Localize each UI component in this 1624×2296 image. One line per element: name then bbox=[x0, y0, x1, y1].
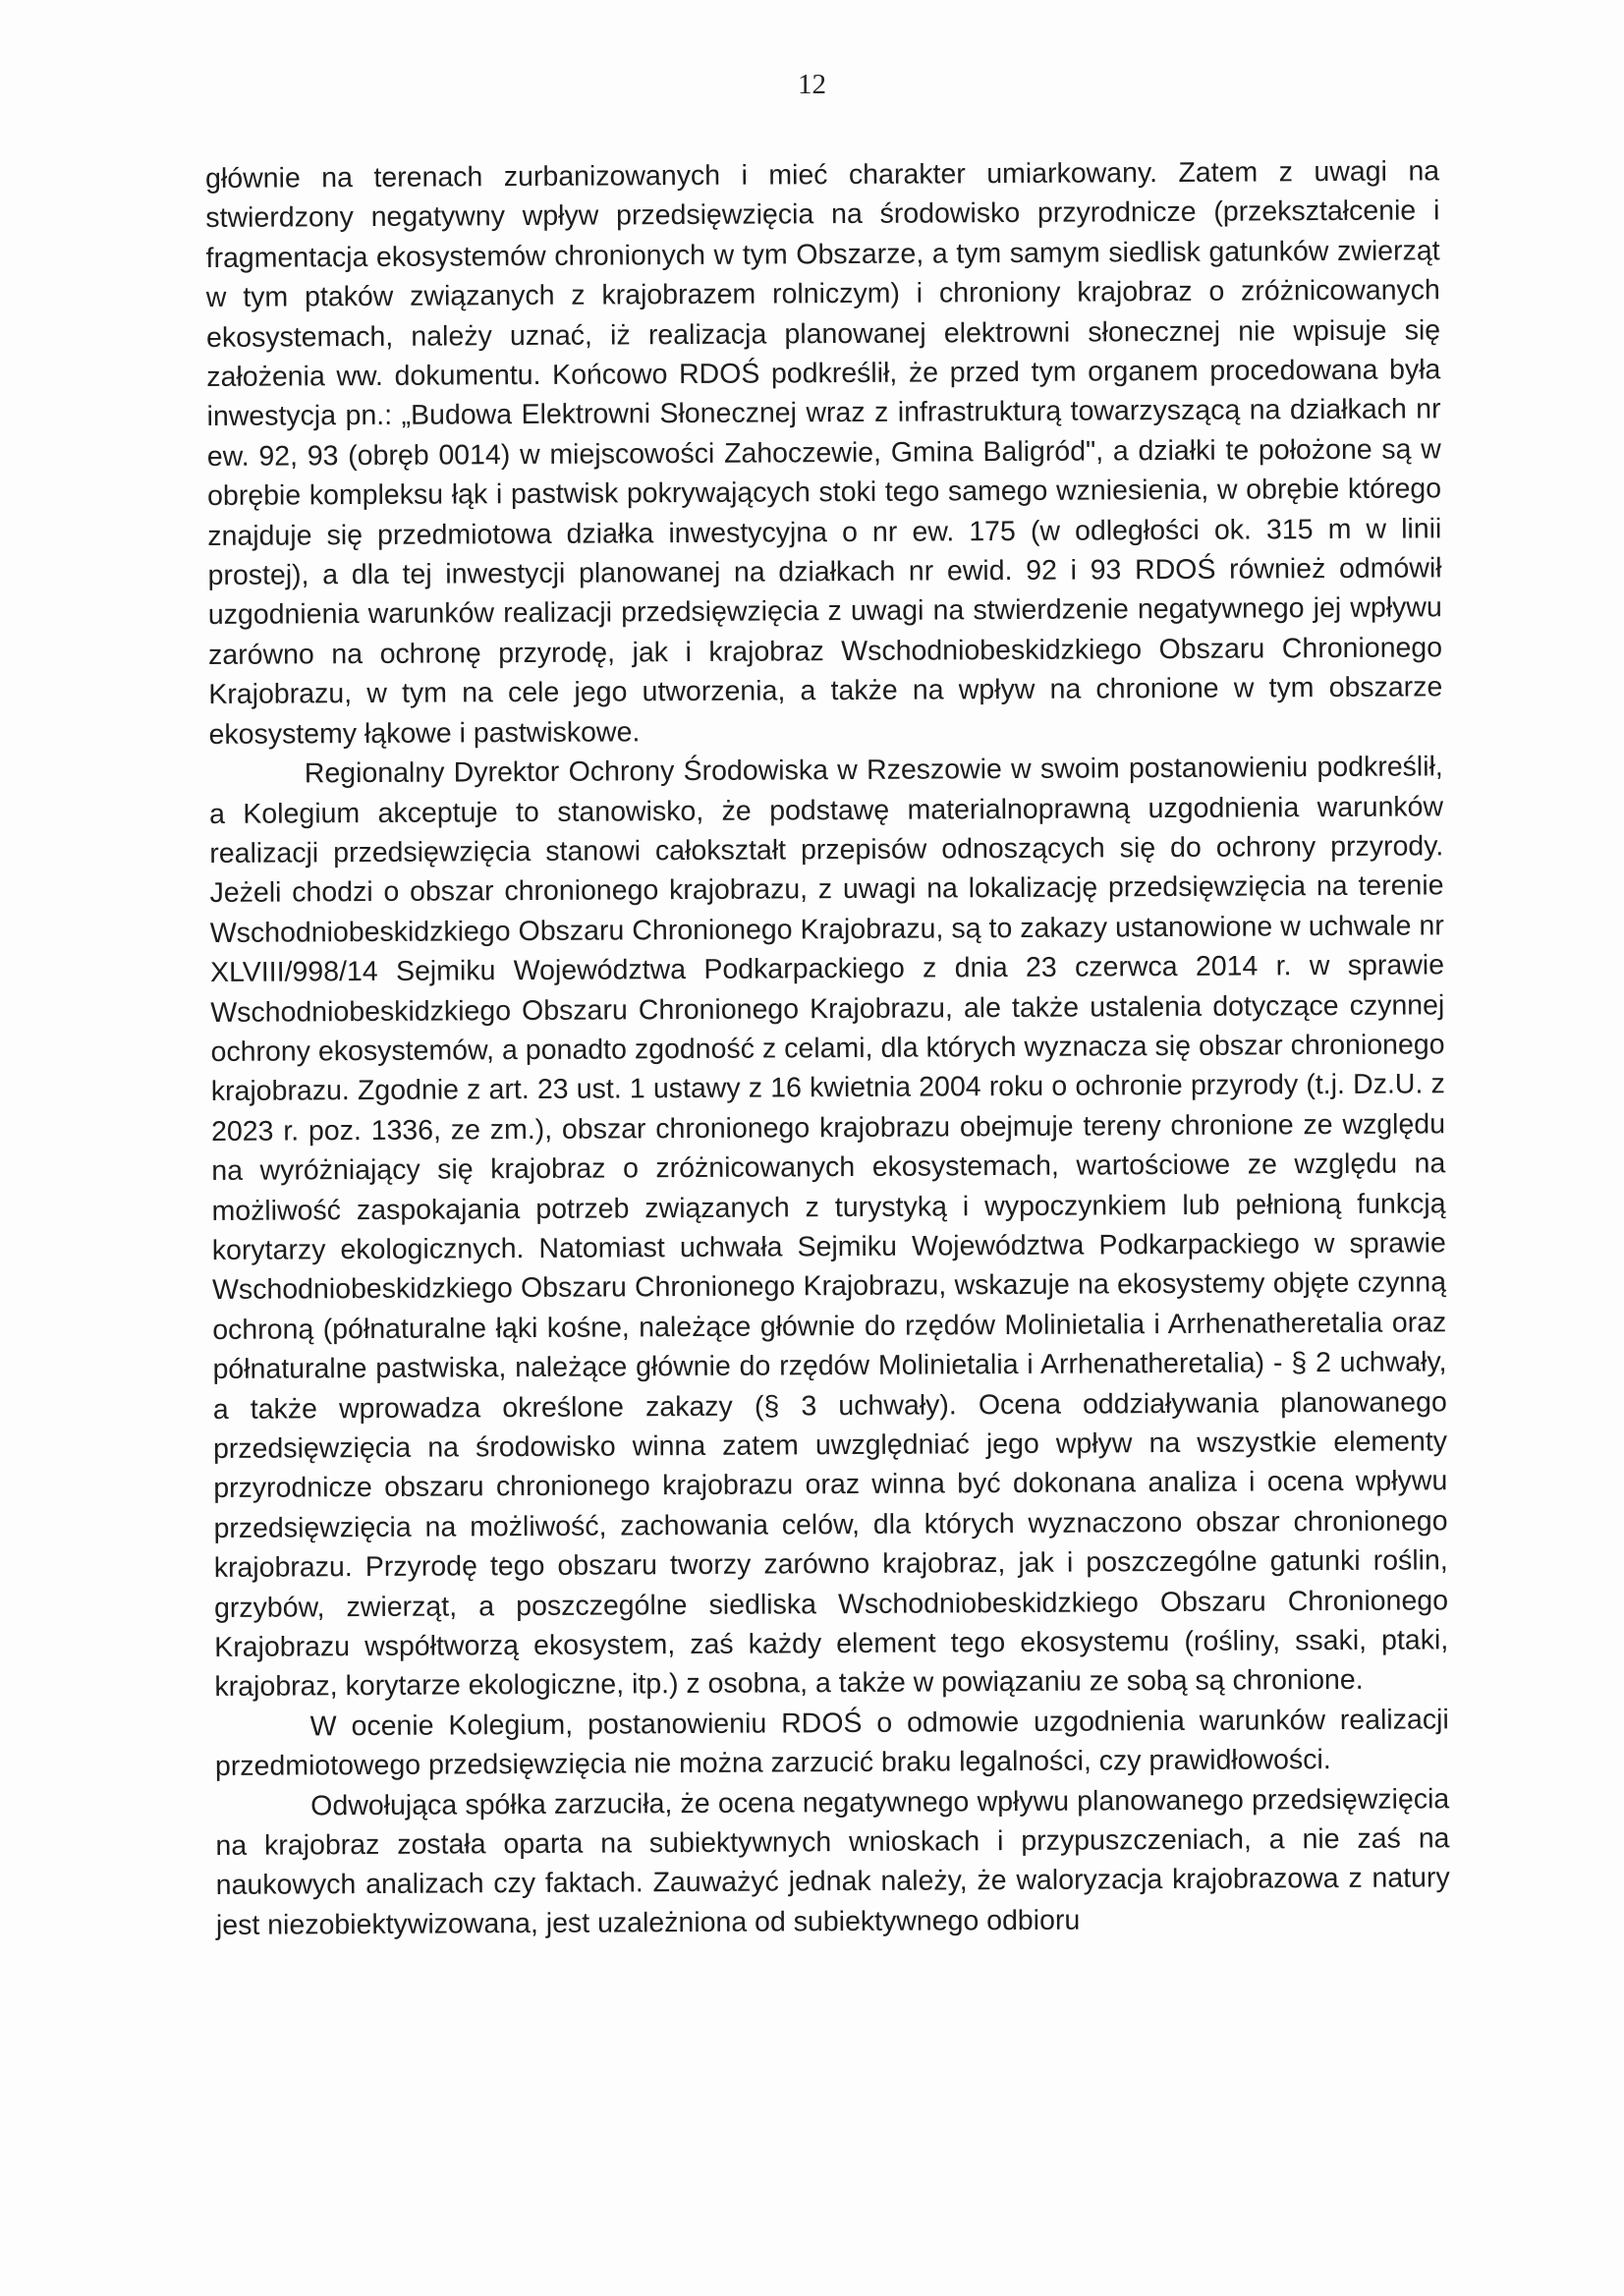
paragraph-1: głównie na terenach zurbanizowanych i mieć charakter umiarkowany. Zatem z uwagi na stwierdzony negatywny wpływ przedsięwzięcia na środowisko przyrodnicze (przekształcenie i fragmentacja ekosystemów chronionych w tym Obszarze, a tym samym siedlisk gatunków zwierząt w tym ptaków związanych z krajobrazem rolniczym) i chroniony krajobraz o zróżnicowanych ekosystemach, należy uznać, iż realizacja planowanej elektrowni słonecznej nie wpisuje się założenia ww. dokumentu. Końcowo RDOŚ podkreślił, że przed tym organem procedowana była inwestycja pn.: „Budowa Elektrowni Słonecznej wraz z infrastrukturą towarzyszącą na działkach nr ew. 92, 93 (obręb 0014) w miejscowości Zahoczewie, Gmina Baligród", a działki te położone są w obrębie kompleksu łąk i pastwisk pokrywających stoki tego samego wzniesienia, w obrębie którego znajduje się przedmiotowa działka inwestycyjna o nr ew. 175 (w odległości ok. 315 m w linii prostej), a dla tej inwestycji planowanej na działkach nr ewid. 92 i 93 RDOŚ również odmówił uzgodnienia warunków realizacji przedsięwzięcia z uwagi na stwierdzenie negatywnego jej wpływu zarówno na ochronę przyrodę, jak i krajobraz Wschodniobeskidzkiego Obszaru Chronionego Krajobrazu, w tym na cele jego utworzenia, a także na wpływ na chronione w tym obszarze ekosystemy łąkowe i pastwiskowe. bbox=[205, 155, 1443, 751]
paragraph-3: W ocenie Kolegium, postanowieniu RDOŚ o odmowie uzgodnienia warunków realizacji przedmiotowego przedsięwzięcia nie można zarzucić braku legalności, czy prawidłowości. bbox=[214, 1704, 1449, 1783]
page-number: 12 bbox=[798, 69, 826, 100]
paragraph-2: Regionalny Dyrektor Ochrony Środowiska w Rzeszowie w swoim postanowieniu podkreślił, a Kolegium akceptuje to stanowisko, że podstawę materialnoprawną uzgodnienia warunków realizacji przedsięwzięcia stanowi całokształt przepisów odnoszących się do ochrony przyrody. Jeżeli chodzi o obszar chronionego krajobrazu, z uwagi na lokalizację przedsięwzięcia na terenie Wschodniobeskidzkiego Obszaru Chronionego Krajobrazu, są to zakazy ustanowione w uchwale nr XLVIII/998/14 Sejmiku Województwa Podkarpackiego z dnia 23 czerwca 2014 r. w sprawie Wschodniobeskidzkiego Obszaru Chronionego Krajobrazu, ale także ustalenia dotyczące czynnej ochrony ekosystemów, a ponadto zgodność z celami, dla których wyznacza się obszar chronionego krajobrazu. Zgodnie z art. 23 ust. 1 ustawy z 16 kwietnia 2004 roku o ochronie przyrody (t.j. Dz.U. z 2023 r. poz. 1336, ze zm.), obszar chronionego krajobrazu obejmuje tereny chronione ze względu na wyróżniający się krajobraz o zróżnicowanych ekosystemach, wartościowe ze względu na możliwość zaspokajania potrzeb związanych z turystyką i wypoczynkiem lub pełnioną funkcją korytarzy ekologicznych. Natomiast uchwała Sejmiku Województwa Podkarpackiego w sprawie Wschodniobeskidzkiego Obszaru Chronionego Krajobrazu, wskazuje na ekosystemy objęte czynną ochroną (półnaturalne łąki kośne, należące głównie do rzędów Molinietalia i Arrhenatheretalia oraz półnaturalne pastwiska, należące głównie do rzędów Molinietalia i Arrhenatheretalia) - § 2 uchwały, a także wprowadza określone zakazy (§ 3 uchwały). Ocena oddziaływania planowanego przedsięwzięcia na środowisko winna zatem uwzględniać jego wpływ na wszystkie elementy przyrodnicze obszaru chronionego krajobrazu oraz winna być dokonana analiza i ocena wpływu przedsięwzięcia na możliwość, zachowania celów, dla których wyznaczono obszar chronionego krajobrazu. Przyrodę tego obszaru tworzy zarówno krajobraz, jak i poszczególne gatunki roślin, grzybów, zwierząt, a poszczególne siedliska Wschodniobeskidzkiego Obszaru Chronionego Krajobrazu współtworzą ekosystem, zaś każdy element tego ekosystemu (rośliny, ssaki, ptaki, krajobraz, korytarze ekologiczne, itp.) z osobna, a także w powiązaniu ze sobą są chronione. bbox=[208, 751, 1449, 1704]
document-body bbox=[205, 151, 1450, 1945]
paragraph-4: Odwołująca spółka zarzuciła, że ocena negatywnego wpływu planowanego przedsięwzięcia na krajobraz została oparta na subiektywnych wnioskach i przypuszczeniach, a nie zaś na naukowych analizach czy faktach. Zauważyć jednak należy, że waloryzacja krajobrazowa z natury jest niezobiektywizowana, jest uzależniona od subiektywnego odbioru bbox=[215, 1782, 1450, 1941]
